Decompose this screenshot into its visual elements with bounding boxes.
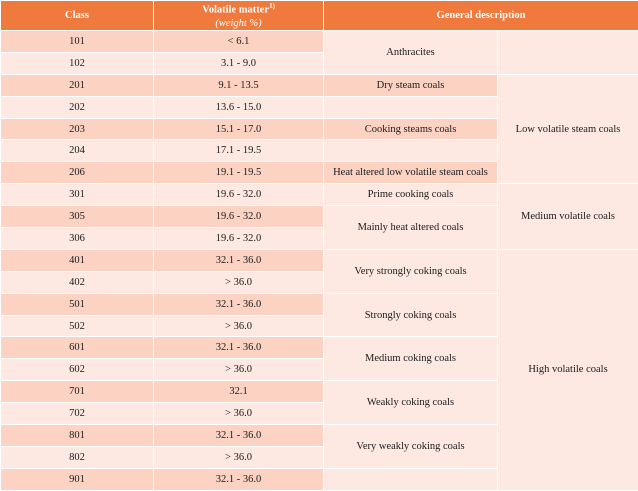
class-cell: 305 xyxy=(1,206,154,228)
volatile-cell: < 6.1 xyxy=(154,31,324,53)
class-cell: 401 xyxy=(1,249,154,271)
volatile-cell: 32.1 - 36.0 xyxy=(154,293,324,315)
class-cell: 701 xyxy=(1,381,154,403)
description-cell: Cooking steams coals xyxy=(324,118,498,140)
class-cell: 204 xyxy=(1,140,154,162)
description-cell-empty xyxy=(324,468,498,490)
class-cell: 702 xyxy=(1,403,154,425)
header-row xyxy=(1,1,638,31)
volatile-cell: 19.6 - 32.0 xyxy=(154,206,324,228)
volatile-cell: 3.1 - 9.0 xyxy=(154,52,324,74)
class-cell: 602 xyxy=(1,359,154,381)
volatile-cell: > 36.0 xyxy=(154,315,324,337)
header-volatile-label: Volatile matter xyxy=(202,5,269,16)
table-row xyxy=(1,249,638,271)
group-cell-medium-volatile: Medium volatile coals xyxy=(498,184,638,250)
description-cell: Dry steam coals xyxy=(324,74,498,96)
description-cell: Heat altered low volatile steam coals xyxy=(324,162,498,184)
description-cell: Prime cooking coals xyxy=(324,184,498,206)
class-cell: 306 xyxy=(1,228,154,250)
volatile-cell: 9.1 - 13.5 xyxy=(154,74,324,96)
group-cell-empty xyxy=(498,31,638,75)
class-cell: 402 xyxy=(1,271,154,293)
header-volatile-unit: (weight %) xyxy=(158,18,319,29)
class-cell: 501 xyxy=(1,293,154,315)
description-cell-empty xyxy=(324,96,498,118)
table-row xyxy=(1,184,638,206)
header-volatile-footnote: 1) xyxy=(269,2,275,10)
class-cell: 802 xyxy=(1,446,154,468)
description-cell: Very weakly coking coals xyxy=(324,425,498,469)
description-cell: Weakly coking coals xyxy=(324,381,498,425)
class-cell: 502 xyxy=(1,315,154,337)
class-cell: 206 xyxy=(1,162,154,184)
class-cell: 201 xyxy=(1,74,154,96)
header-general-description: General description xyxy=(324,1,638,31)
volatile-cell: 13.6 - 15.0 xyxy=(154,96,324,118)
class-cell: 901 xyxy=(1,468,154,490)
header-volatile-matter xyxy=(154,1,324,31)
description-cell: Strongly coking coals xyxy=(324,293,498,337)
volatile-cell: 17.1 - 19.5 xyxy=(154,140,324,162)
class-cell: 203 xyxy=(1,118,154,140)
class-cell: 101 xyxy=(1,31,154,53)
group-cell-low-volatile: Low volatile steam coals xyxy=(498,74,638,183)
volatile-cell: > 36.0 xyxy=(154,359,324,381)
table-row xyxy=(1,74,638,96)
description-cell: Very strongly coking coals xyxy=(324,249,498,293)
table-row xyxy=(1,31,638,53)
description-cell-empty xyxy=(324,140,498,162)
description-cell: Anthracites xyxy=(324,31,498,75)
volatile-cell: 32.1 xyxy=(154,381,324,403)
volatile-cell: 32.1 - 36.0 xyxy=(154,468,324,490)
volatile-cell: > 36.0 xyxy=(154,403,324,425)
class-cell: 102 xyxy=(1,52,154,74)
volatile-cell: 32.1 - 36.0 xyxy=(154,425,324,447)
volatile-cell: > 36.0 xyxy=(154,271,324,293)
volatile-cell: > 36.0 xyxy=(154,446,324,468)
volatile-cell: 15.1 - 17.0 xyxy=(154,118,324,140)
class-cell: 202 xyxy=(1,96,154,118)
volatile-cell: 19.6 - 32.0 xyxy=(154,228,324,250)
class-cell: 301 xyxy=(1,184,154,206)
volatile-cell: 32.1 - 36.0 xyxy=(154,337,324,359)
volatile-cell: 32.1 - 36.0 xyxy=(154,249,324,271)
group-cell-high-volatile: High volatile coals xyxy=(498,249,638,490)
description-cell: Mainly heat altered coals xyxy=(324,206,498,250)
volatile-cell: 19.1 - 19.5 xyxy=(154,162,324,184)
description-cell: Medium coking coals xyxy=(324,337,498,381)
class-cell: 601 xyxy=(1,337,154,359)
class-cell: 801 xyxy=(1,425,154,447)
header-class: Class xyxy=(1,1,154,31)
volatile-cell: 19.6 - 32.0 xyxy=(154,184,324,206)
